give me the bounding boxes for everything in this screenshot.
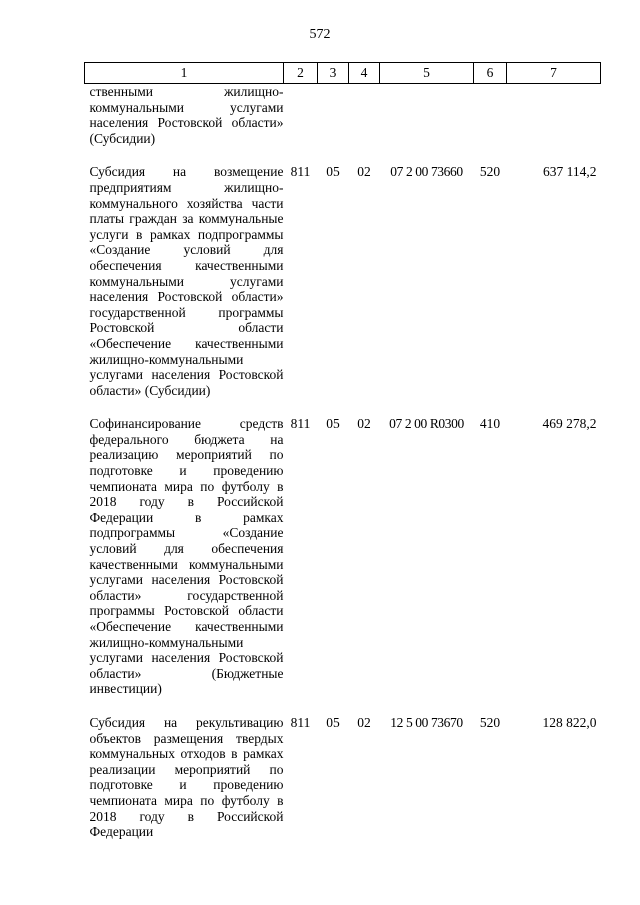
row-ved: 811 xyxy=(290,416,311,432)
row-description: ственными жилищно-коммунальными услугами населения Ростовской области» (Субсидии) xyxy=(89,84,284,146)
row-description: Субсидия на возмещение предприятиям жилищно-коммунального хозяйства части платы граждан за коммунальные услуги в рамках подпрограммы «Создание условий для обеспечения качественными коммунальными услугами населения Ростовской области» государственной программы Ростовской области «Обеспечение качественными жилищно-коммунальными услугами населения Ростовской области» (Субсидии) xyxy=(89,164,284,398)
row-ved: 811 xyxy=(290,164,311,180)
column-header-1: 1 xyxy=(85,63,284,84)
table-row xyxy=(85,164,601,398)
row-sum xyxy=(507,84,601,147)
table-header-row xyxy=(85,63,601,84)
row-rz: 05 xyxy=(326,416,340,432)
row-sum: 469 278,2 xyxy=(542,416,597,432)
row-csr: 07 2 00 73660 xyxy=(390,164,463,180)
row-csr: 12 5 00 73670 xyxy=(390,714,463,730)
row-vr: 520 xyxy=(479,714,501,730)
row-ved xyxy=(284,84,318,147)
row-rz xyxy=(318,84,349,147)
row-vr: 410 xyxy=(479,416,501,432)
column-header-3: 3 xyxy=(318,63,349,84)
row-rz: 05 xyxy=(326,714,340,730)
column-header-4: 4 xyxy=(349,63,380,84)
table-row xyxy=(85,416,601,697)
row-spacer xyxy=(85,697,601,715)
row-description: Субсидия на рекультивацию объектов размещения твердых коммунальных отходов в рамках реализации мероприятий по подготовке и проведению чемпионата мира по футболу в 2018 году в Российской Федерации xyxy=(89,714,284,840)
column-header-7: 7 xyxy=(507,63,601,84)
row-ved: 811 xyxy=(290,714,311,730)
row-pr: 02 xyxy=(357,714,371,730)
row-pr: 02 xyxy=(357,416,371,432)
column-header-5: 5 xyxy=(380,63,474,84)
row-rz: 05 xyxy=(326,164,340,180)
row-csr xyxy=(380,84,474,147)
row-sum: 128 822,0 xyxy=(542,714,597,730)
row-description: Софинансирование средств федерального бюджета на реализацию мероприятий по подготовке и проведению чемпионата мира по футболу в 2018 году в Российской Федерации в рамках подпрограммы «Создание условий для обеспечения качественными коммунальными услугами населения Ростовской области» государственной программы Ростовской области «Обеспечение качественными жилищно-коммунальными услугами населения Ростовской области» (Бюджетные инвестиции) xyxy=(89,416,284,697)
row-vr: 520 xyxy=(479,164,501,180)
row-spacer xyxy=(85,146,601,164)
row-spacer xyxy=(85,398,601,416)
row-vr xyxy=(474,84,507,147)
row-pr: 02 xyxy=(357,164,371,180)
budget-table xyxy=(84,62,601,840)
page-number: 572 xyxy=(309,27,331,42)
table-row xyxy=(85,84,601,147)
row-pr xyxy=(349,84,380,147)
column-header-6: 6 xyxy=(474,63,507,84)
row-sum: 637 114,2 xyxy=(543,164,597,180)
table-row xyxy=(85,715,601,840)
column-header-2: 2 xyxy=(284,63,318,84)
row-csr: 07 2 00 R0300 xyxy=(389,416,464,432)
